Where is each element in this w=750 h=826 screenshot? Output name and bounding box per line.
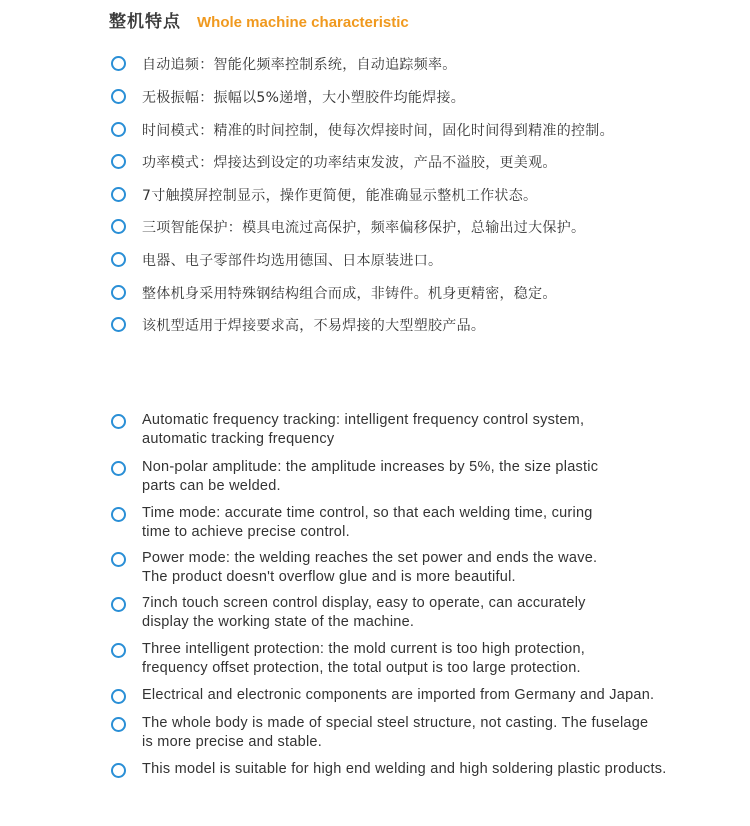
feature-text [142,504,593,542]
circle-bullet-icon [111,414,126,429]
feature-line: Power mode: the welding reaches the set power and ends the wave. [142,550,598,566]
circle-bullet-icon [111,252,126,267]
circle-bullet-icon [111,597,126,612]
feature-text [142,549,597,587]
circle-bullet-icon [111,285,126,300]
feature-text: 该机型适用于焊接要求高，不易焊接的大型塑胶产品。 [142,318,486,334]
circle-bullet-icon [111,56,126,71]
feature-line: time to achieve precise control. [142,524,350,540]
feature-line: The whole body is made of special steel structure, not casting. The fuselage [142,715,649,731]
feature-line: parts can be welded. [142,478,281,494]
circle-bullet-icon [111,763,126,778]
feature-text: 7寸触摸屏控制显示，操作更简便，能准确显示整机工作状态。 [142,188,538,204]
section-title-english: Whole machine characteristic [197,14,409,31]
feature-text [142,458,598,496]
feature-line: Automatic frequency tracking: intelligent frequency control system, [142,412,585,428]
feature-line: This model is suitable for high end welding and high soldering plastic products. [142,761,667,777]
feature-text: 整体机身采用特殊钢结构组合而成，非铸件。机身更精密，稳定。 [142,286,557,302]
feature-text [142,686,654,705]
feature-text [142,594,586,632]
feature-line: automatic tracking frequency [142,431,335,447]
section-title-chinese: 整机特点 [109,12,181,32]
circle-bullet-icon [111,89,126,104]
circle-bullet-icon [111,717,126,732]
circle-bullet-icon [111,122,126,137]
feature-line: The product doesn't overflow glue and is more beautiful. [142,569,516,585]
feature-line: Non-polar amplitude: the amplitude increases by 5%, the size plastic [142,459,599,475]
circle-bullet-icon [111,187,126,202]
circle-bullet-icon [111,219,126,234]
circle-bullet-icon [111,154,126,169]
feature-text: 三项智能保护：模具电流过高保护，频率偏移保护，总输出过大保护。 [142,220,586,236]
circle-bullet-icon [111,507,126,522]
feature-line: Time mode: accurate time control, so that each welding time, curing [142,505,593,521]
feature-text [142,760,667,779]
feature-line: Three intelligent protection: the mold current is too high protection, [142,641,586,657]
circle-bullet-icon [111,552,126,567]
feature-line: is more precise and stable. [142,734,323,750]
feature-text: 电器、电子零部件均选用德国、日本原装进口。 [142,253,443,269]
feature-text [142,411,584,449]
feature-text: 功率模式：焊接达到设定的功率结束发波，产品不溢胶，更美观。 [142,155,557,171]
feature-text [142,714,648,752]
circle-bullet-icon [111,317,126,332]
circle-bullet-icon [111,643,126,658]
feature-line: Electrical and electronic components are imported from Germany and Japan. [142,687,655,703]
feature-line: display the working state of the machine. [142,614,415,630]
feature-line: frequency offset protection, the total output is too large protection. [142,660,581,676]
circle-bullet-icon [111,461,126,476]
feature-text: 时间模式：精准的时间控制，使每次焊接时间，固化时间得到精准的控制。 [142,123,614,139]
feature-text: 无极振幅：振幅以5%递增，大小塑胶件均能焊接。 [142,90,466,106]
feature-text [142,640,585,678]
circle-bullet-icon [111,689,126,704]
feature-text: 自动追频：智能化频率控制系统，自动追踪频率。 [142,57,457,73]
section-header [109,7,409,32]
feature-line: 7inch touch screen control display, easy to operate, can accurately [142,595,586,611]
